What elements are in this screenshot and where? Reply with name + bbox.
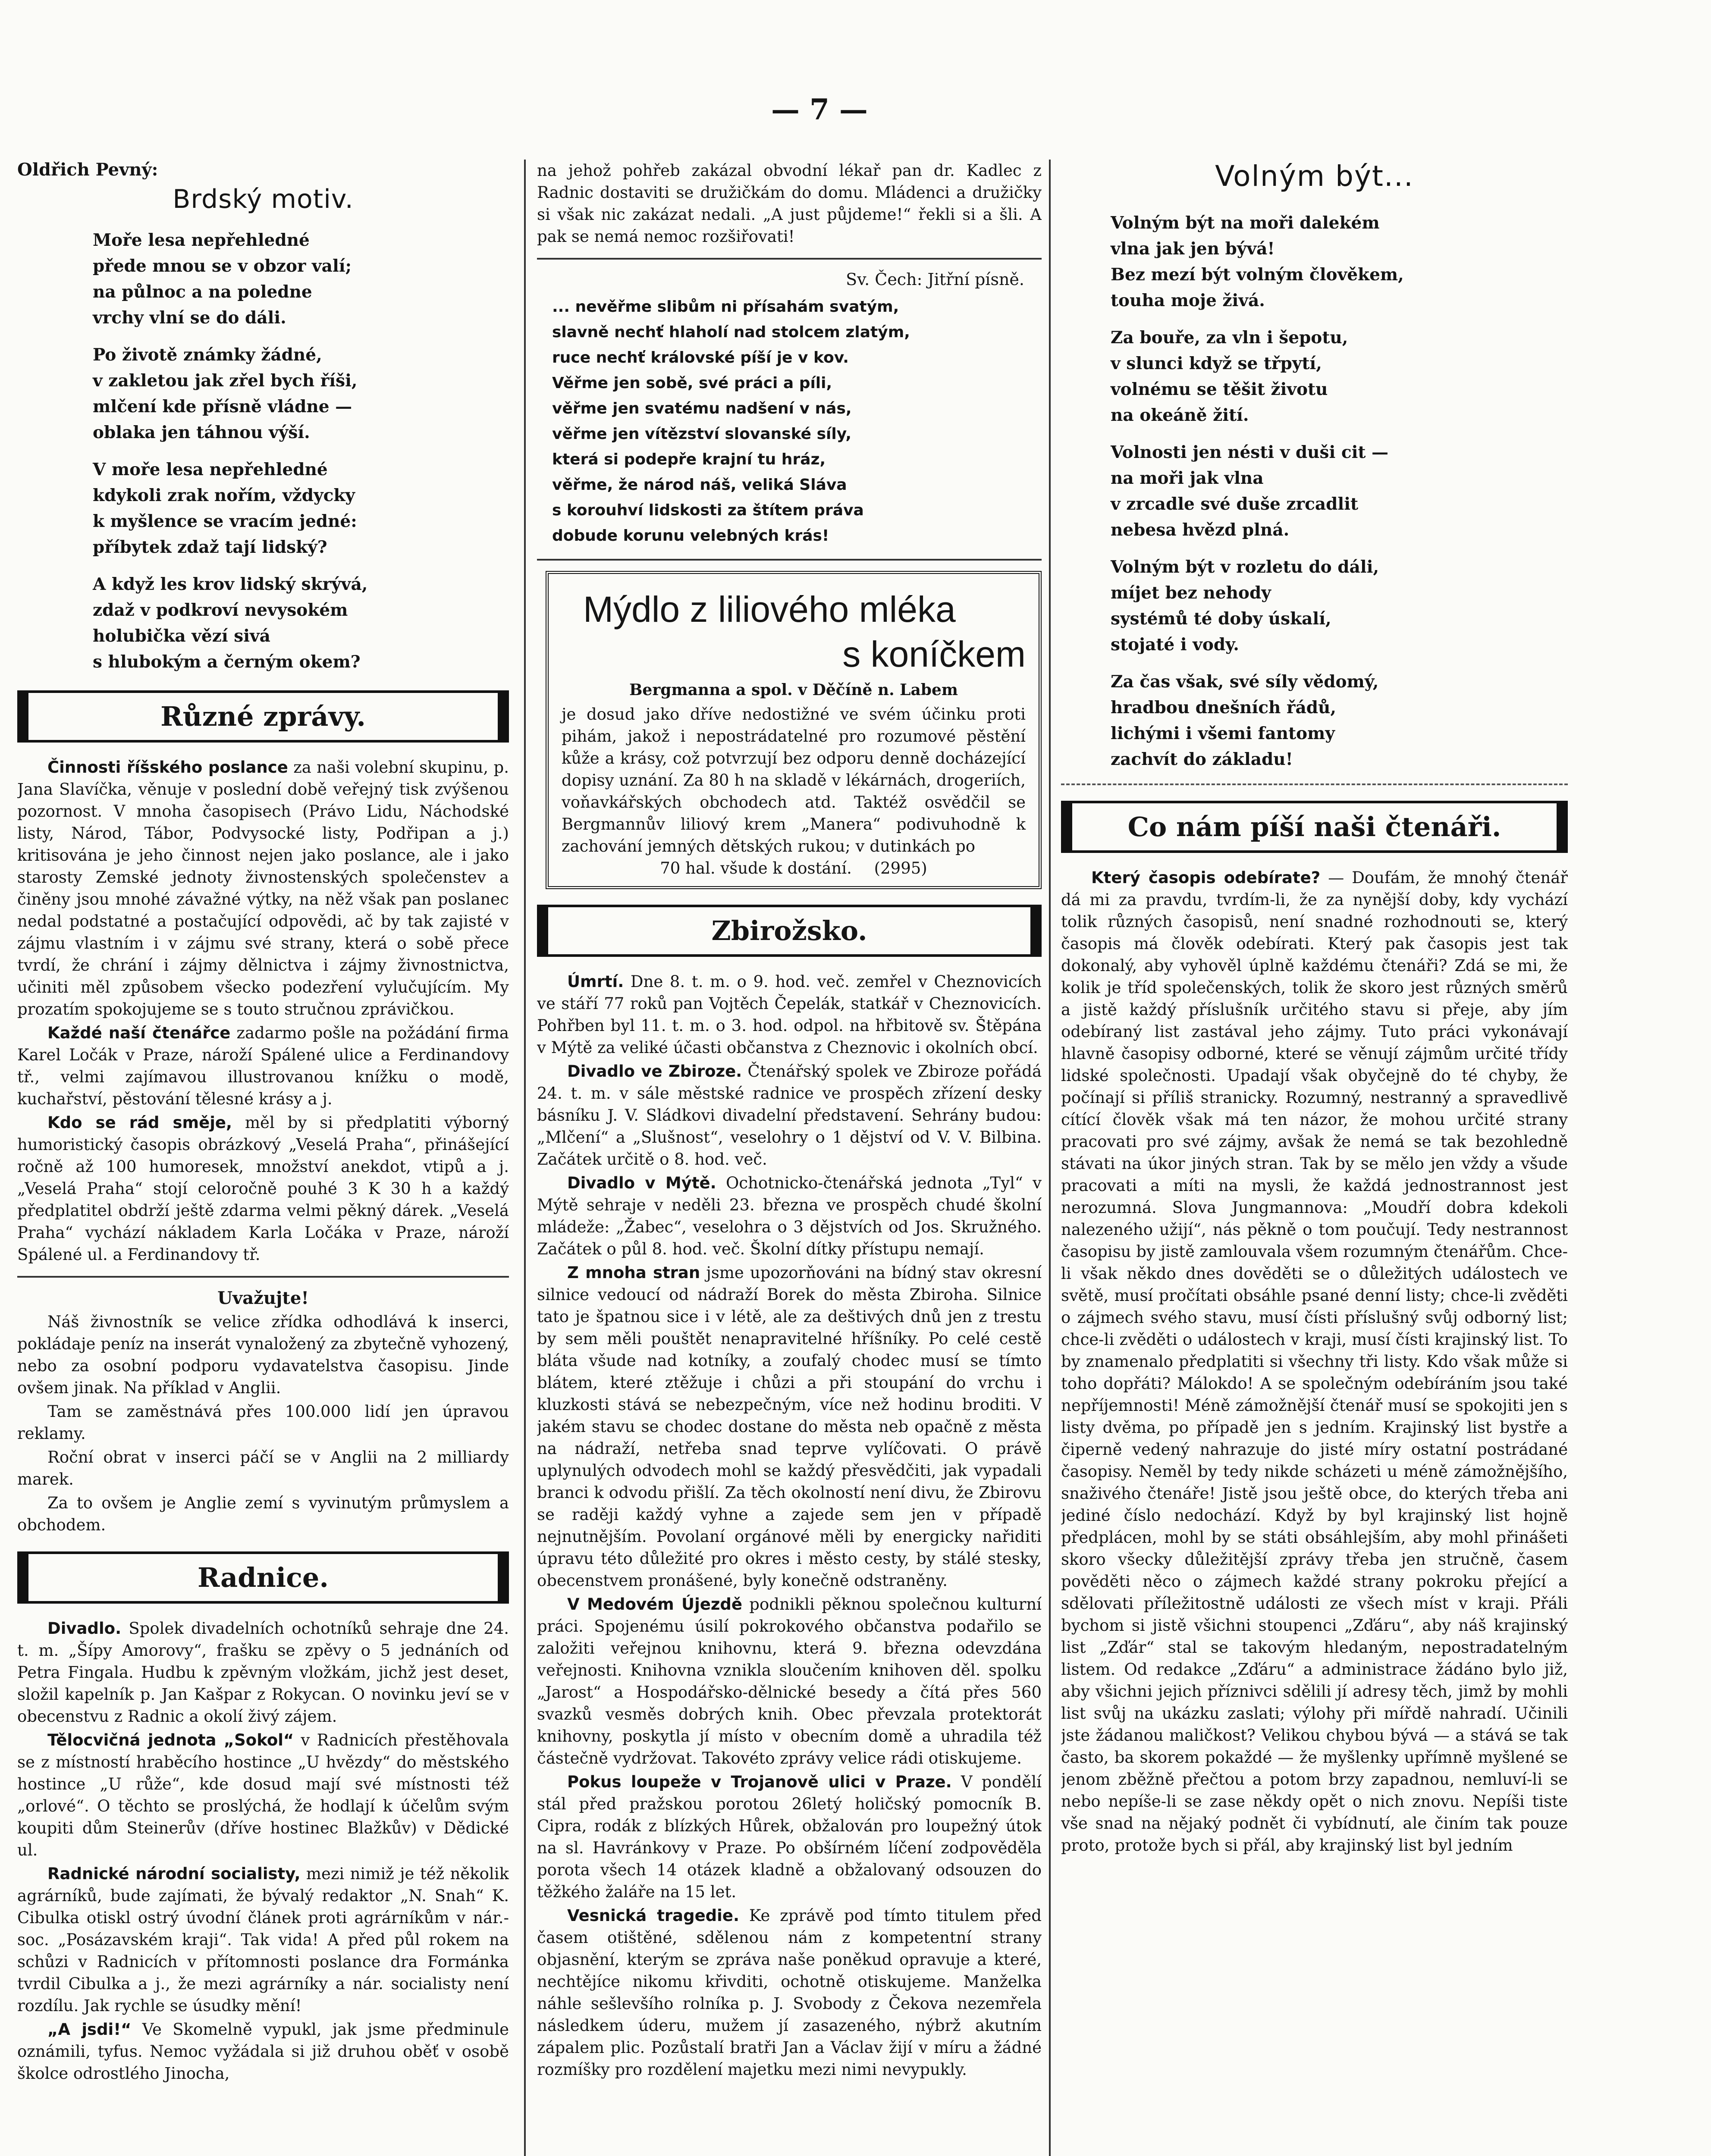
- verse-line: Volnosti jen nésti v duši cit —: [1111, 442, 1388, 462]
- news-item-text: za naši volební skupinu, p. Jana Slavíčka, věnuje v poslední době veřejný tisk zvýšenou pozornost. V mnoha časopisech (Právo Lidu, Náchodské listy, Národ, Tábor, Podvysocké listy, Podřipan a j.) kritisována je jeho činnost nejen jako poslance, ale i jako starosty Zemské jednoty živnostenských společenstev a činěny jsou mnohé závažné výtky, na něž však pan poslanec nedal podstatné a postačující odpovědi, ač by tak zajisté v zájmu vlastním i v zájmu své strany, která o sobě přece tvrdí, že chrání i zájmy dělnictva i zájmy živnostnictva, učiniti měl způsobem všecko podezření vylučujícím. My prozatím spokojujeme se s touto stručnou zprávičkou.: [17, 758, 509, 1018]
- column-divider: [1049, 160, 1051, 2156]
- verse-line: mlčení kde přísně vládne —: [93, 397, 352, 417]
- news-item-text: mezi nimiž je též několik agrárníků, bude zajímati, že bývalý redaktor „N. Snah“ K. Cibulka otiskl ostrý úvodní článek proti agrárníkům v nár.-soc. „Posázavském kraji“. Tak vida! A před půl rokem na schůzi v Radnicích v přítomnosti poslance dra Formánka tvrdil Cibulka a j., že mezi agrárníky a nár. socialisty není rozdílu. Jak rychle se úsudky mění!: [17, 1865, 509, 2015]
- separator: [17, 1276, 509, 1278]
- verse-line: kdykoli zrak nořím, vždycky: [93, 486, 355, 505]
- ad-title: [583, 587, 1026, 677]
- news-item-lead: Pokus loupeže v Trojanově ulici v Praze.: [567, 1773, 952, 1791]
- verse-line: oblaka jen táhnou výší.: [93, 423, 310, 442]
- news-item-lead: Každé naší čtenářce: [47, 1024, 231, 1042]
- ad-title-line: s koníčkem: [842, 634, 1026, 674]
- poem-body: [17, 227, 509, 675]
- verse-line: lichými i všemi fantomy: [1111, 724, 1335, 743]
- ad-price-line: [562, 859, 1026, 877]
- news-item: [537, 971, 1042, 1059]
- page-number: — 7 —: [771, 93, 868, 126]
- section-heading-ctenari: Co nám píší naši čtenáři.: [1061, 801, 1568, 853]
- column-left: [17, 160, 509, 2156]
- verse-line: příbytek zdaž tají lidský?: [93, 537, 327, 557]
- news-item-lead: Kdo se rád směje,: [47, 1113, 232, 1132]
- poem-body: [1061, 210, 1568, 772]
- news-item-text: měl by si předplatiti výborný humoristický časopis obrázkový „Veselá Praha“, přinášející ročně až 100 humoresek, množství anekdot, vtipů a j. „Veselá Praha“ stojí celoročně pouhé 3 K 30 h a každý předplatitel obdrží ještě zdarma velmi pěkný dárek. „Veselá Praha“ vychází nákladem Karla Ločáka v Praze, nároží Spálené ul. a Ferdinandovy tř.: [17, 1113, 509, 1264]
- verse-line: Volným být na moři dalekém: [1111, 213, 1380, 233]
- stanza: [93, 342, 509, 445]
- verse-line: Po životě známky žádné,: [93, 345, 322, 365]
- verse-line: Věřme jen sobě, své práci a píli,: [552, 374, 832, 392]
- news-item-lead: Tělocvičná jednota „Sokol“: [47, 1731, 294, 1749]
- verse-line: s korouhví lidskosti za štítem práva: [552, 501, 864, 519]
- verse-line: volnému se těšit životu: [1111, 379, 1328, 399]
- ad-firm: Bergmanna a spol. v Děčíně n. Labem: [629, 681, 958, 699]
- stanza: [93, 457, 509, 560]
- news-item: Tam se zaměstnává přes 100.000 lidí jen úpravou reklamy.: [17, 1402, 509, 1443]
- news-item-lead: Z mnoha stran: [567, 1263, 700, 1282]
- verse-line: vlna jak jen bývá!: [1111, 239, 1275, 259]
- stanza: [1111, 325, 1568, 428]
- verse-line: Za bouře, za vln i šepotu,: [1111, 328, 1348, 348]
- verse-line: nebesa hvězd plná.: [1111, 520, 1290, 540]
- verse-line: stojaté i vody.: [1111, 635, 1239, 655]
- news-item-lead: V Medovém Újezdě: [567, 1595, 742, 1614]
- news-item: [17, 1729, 509, 1861]
- news-item: [1061, 867, 1568, 1856]
- verse-line: v slunci když se třpytí,: [1111, 354, 1322, 373]
- news-item-text: v Radnicích přestěhovala se z místností hraběcího hostince „U hvězdy“ do městského hostince „U růže“, kde dosud mají své místnosti též „orlové“. O těchto se proslýchá, že hodlají k účelům svým koupiti dům Steinerův (dříve hostinec Blažkův) v Dědické ul.: [17, 1731, 509, 1859]
- verse-line: věřme jen svatému nadšení v nás,: [552, 400, 852, 417]
- article-title: Uvažujte!: [217, 1288, 309, 1308]
- verse-quote: [552, 294, 1033, 548]
- section-heading-radnice: Radnice.: [17, 1551, 509, 1604]
- soap-advertisement: [546, 571, 1042, 889]
- verse-line: V moře lesa nepřehledné: [93, 460, 328, 479]
- news-item-lead: Který časopis odebírate?: [1091, 868, 1321, 887]
- verse-line: dobude korunu velebných krás!: [552, 527, 829, 545]
- news-item-text: podnikli pěknou společnou kulturní práci. Spojenému úsilí pokrokového občanstva podařilo se založiti veřejnou knihovnu, která 9. března odevzdána veřejnosti. Knihovna vznikla sloučením knihoven děl. spolku „Jarost“ a Hospodářsko-dělnické besedy a čítá přes 560 svazků vesměs dobrých knih. Obec převzala protektorát knihovny, poskytla jí místo v obecním domě a uhradila též částečně vydržovat. Takovéto zprávy velice rádi otiskujeme.: [537, 1595, 1042, 1767]
- section-heading-ruzne-zpravy: Různé zprávy.: [17, 690, 509, 743]
- verse-line: Za čas však, své síly vědomý,: [1111, 672, 1379, 692]
- news-item: [537, 1771, 1042, 1903]
- poem-author: Oldřich Pevný:: [17, 160, 158, 180]
- column-right: [1061, 160, 1568, 2156]
- column-middle: [537, 160, 1042, 2156]
- news-item: [537, 1593, 1042, 1769]
- news-item-text: V pondělí stál před pražskou porotou 26letý holičský pomocník B. Cipra, rodák z blízkých Hůrek, obžalován pro loupežný útok na sl. Havránkovy v Praze. Po obšírném líčení zodpověděla porota všech 14 otázek kladně a obžalovaný odsouzen do těžkého žaláře na 15 let.: [537, 1773, 1042, 1901]
- verse-line: vrchy vlní se do dáli.: [93, 308, 286, 328]
- stanza: [93, 571, 509, 675]
- verse-line: s hlubokým a černým okem?: [93, 652, 361, 672]
- news-item-lead: Činnosti říšského poslance: [47, 758, 288, 777]
- news-item-lead: Divadlo.: [47, 1619, 122, 1638]
- news-item: Náš živnostník se velice zřídka odhodlává k inserci, pokládaje peníz na inserát vynaložený za zbytečně vyhozený, nebo za osobní podporu vydavatelstva časopisu. Jinde ovšem jinak. Na příklad v Anglii.: [17, 1313, 509, 1397]
- news-item: [17, 1617, 509, 1727]
- verse-line: na půlnoc a na poledne: [93, 282, 312, 302]
- news-item-text: Ochotnicko-čtenářská jednota „Tyl“ v Mýtě sehraje v neděli 23. března ve prospěch chudé školní mládeže: „Žabec“, veselohra o 3 dějstvích od Jos. Skružného. Začátek o půl 8. hod. več. Školní dítky přístupu nemají.: [537, 1174, 1042, 1258]
- news-item-text: zadarmo pošle na požádání firma Karel Ločák v Praze, nároží Spálené ulice a Ferdinandovy tř., velmi zajímavou illustrovanou knížku o modě, kuchařství, pěstování tělesné krásy a j.: [17, 1024, 509, 1108]
- news-item-lead: Radnické národní socialisty,: [47, 1865, 301, 1883]
- news-item-lead: Divadlo v Mýtě.: [567, 1174, 716, 1192]
- news-item: [17, 1022, 509, 1110]
- news-item: [537, 1905, 1042, 2081]
- verse-line: která si podepře krajní tu hráz,: [552, 451, 826, 468]
- news-item: Roční obrat v inserci páčí se v Anglii na 2 milliardy marek.: [17, 1448, 509, 1489]
- stanza: [1111, 210, 1568, 313]
- news-item: [17, 756, 509, 1020]
- news-item: [17, 1112, 509, 1266]
- ad-title-line: Mýdlo z liliového mléka: [583, 589, 956, 630]
- verse-line: systémů té doby úskalí,: [1111, 609, 1331, 629]
- stanza: [93, 227, 509, 331]
- verse-line: věřme, že národ náš, veliká Sláva: [552, 476, 847, 494]
- verse-line: hradbou dnešních řádů,: [1111, 698, 1336, 718]
- verse-line: zdaž v podkroví nevysokém: [93, 600, 348, 620]
- ad-number: (2995): [874, 859, 927, 877]
- section-heading-zbirozsko: Zbirožsko.: [537, 905, 1042, 957]
- separator: [537, 559, 1042, 561]
- verse-line: touha moje živá.: [1111, 291, 1265, 310]
- verse-line: na moři jak vlna: [1111, 468, 1264, 488]
- verse-line: k myšlence se vracím jedné:: [93, 511, 357, 531]
- news-item: [537, 1060, 1042, 1170]
- letters-list: [1061, 867, 1568, 1856]
- news-item: [17, 1863, 509, 2017]
- verse-line: Volným být v rozletu do dáli,: [1111, 557, 1379, 577]
- verse-line: věřme jen vítězství slovanské síly,: [552, 425, 852, 443]
- verse-line: ruce nechť královské píší je v kov.: [552, 349, 849, 367]
- verse-line: A když les krov lidský skrývá,: [93, 574, 368, 594]
- column-divider: [524, 160, 526, 2156]
- news-item-lead: „A jsdi!“: [47, 2020, 132, 2039]
- news-item-text: — Doufám, že mnohý čtenář dá mi za pravdu, tvrdím-li, že za nynější doby, kdy vychází tolik různých časopisů, není snadné rozhodnouti se, který časopis má člověk odebírati. Který pak časopis jest tak dokonalý, aby vyhověl úplně každému čtenáři? Zdá se mi, že kolik je tříd společenských, tolik že skoro jest různých směrů a jistě každý příslušník určitého stavu si přeje, aby jím odebíraný list zastával jeho zájmy. Tuto práci vykonávají hlavně časopisy odborné, které se věnují zájmům určité třídy lidské společnosti. Upadají však obyčejně do té chyby, že počínají si příliš stranicky. Rozumný, nestranný a spravedlivě cítící člověk však má ten názor, že mohou určité strany pracovati pro své zájmy, avšak že nemá se tak bezohledně stávati na úkor jiných stran. Tak by se mělo jen vždy a všude pracovati a míti na mysli, že každá jednostrannost jest nerozumná. Slova Jungmannova: „Moudří dobra kdekoli nalezeného užijí“, nás pěkně o tom poučují. Tedy nestrannost časopisu by jistě zamlouvala všem rozumným čtenářům. Chce-li však někdo dnes dověděti se o důležitých událostech ve světě, musí pročítati obsáhle psané denní listy; chce-li zvěděti o zájmech svého stavu, musí čísti příslušný svůj odborný list; chce-li zvěděti o událostech v kraji, musí čísti krajinský list. To by znamenalo předplatiti si všechny tři listy. Kdo však může si toho dopřáti? Málokdo! A se společným odebíráním jsou také nepříjemnosti! Méně zámožnější čtenář musí se spokojiti jen s listy dvěma, po případě jen s jedním. Krajinský list bystře a čiperně vedený nahrazuje do jisté míry ostatní postrádané časopisy. Neměl by tedy nikde scházeti u méně zámožnějšího, snaživého čtenáře! Jistě jsou ještě obce, do kterých třeba ani jediné číslo nedochází. Když by byl krajinský list hojně předplácen, mohl by se státi obsáhlejším, aby mohl přinášeti skoro všecky důležitější zprávy třeba jen stručně, časem pověděti něco o zájmech každé strany pokroku přející a sdělovati příležitostně události ze všech míst v kraji. Přáli bychom si jistě všichni stoupenci „Zďáru“, aby náš krajinský list „Zďár“ stal se takovým hledaným, nepostradatelným listem. Od redakce „Zďáru“ a administrace žádáno bylo již, aby všichni jejich příznivci sdělili jí adresy těch, jimž by mohli list svůj na ukázku zaslati; výlohy při mířdě nahradí. Učinili jste žádanou maličkost? Velikou chybou bývá — a stává se tak často, ba skorem pokaždé — že myšlenky upřímně myšlené se jenom zběžně přečtou a potom brzy zapadnou, nemluví-li se nebo nepíše-li se zase někdy opět o nich znovu. Nepíši tiste vše snad na nějaký podnět či vybídnutí, ale činím tak pouze proto, protože bych si přál, aby krajinský list byl jedním: [1061, 868, 1568, 1855]
- news-item-text: jsme upozorňováni na bídný stav okresní silnice vedoucí od nádraží Borek do města Zbiroha. Silnice tato je špatnou sice i v létě, ale za deštivých dnů jen z trestu by sem měli pouštět nenapravitelné hříšníky. Po celé cestě bláta všude nad kotníky, a zoufalý chodec musí se tímto blátem, které ztěžuje i chůzi a při stoupání do vrchu i kluzkosti stává se nebezpečným, více než hodinu broditi. V jakém stavu se chodec dostane do města neb opačně z města na nádraží, netřeba snad teprve vylíčovati. O právě uplynulých odvodech mohl se každý přesvědčiti, jak vypadali branci k odvodu přišlí. Za těch okolností není divu, že Zbirovu se raději každý vyhne a zajede sem jen v případě nejnutnějším. Povolaní orgánové měli by energicky nařiditi úpravu této důležité pro okres i město cesty, by stálé stesky, obecenstvem pronášené, byly konečně odstraněny.: [537, 1263, 1042, 1590]
- news-item-text: Ve Skomelně vypukl, jak jsme předminule oznámili, tyfus. Nemoc vyžádala si již druhou oběť v osobě školce odrostlého Jinocha,: [17, 2020, 509, 2083]
- news-item: [537, 1262, 1042, 1592]
- verse-line: v zrcadle své duše zrcadlit: [1111, 494, 1359, 514]
- verse-line: přede mnou se v obzor valí;: [93, 256, 352, 276]
- news-item-lead: Úmrtí.: [567, 972, 624, 991]
- separator: [1061, 783, 1568, 785]
- verse-line: v zakletou jak zřel bych říši,: [93, 371, 358, 391]
- news-item-text: Čtenářský spolek ve Zbiroze pořádá 24. t. m. v sále městské radnice ve prospěch zřízení desky básníku J. V. Sládkovi divadelní představení. Sehrány budou: „Mlčení“ a „Slušnost“, veselohry o 1 dějství od V. V. Bilbina. Začátek určitě o 8. hod. več.: [537, 1062, 1042, 1169]
- news-item: [537, 1172, 1042, 1260]
- separator: [537, 258, 1042, 260]
- ad-text: je dosud jako dříve nedostižné ve svém účinku proti pihám, jakož i nepostrádatelné pro rozumové pěstění kůže a krásy, což potvrzují bez odporu denně docházející dopisy uznání. Za 80 h na skladě v lékárnách, drogeriích, voňavkářských obchodech atd. Taktéž osvědčil se Bergmannův liliový krem „Manera“ podivuhodně k zachování jemných dětských rukou; v dutinkách po: [562, 705, 1026, 856]
- news-list: [17, 756, 509, 1266]
- news-item-text: Ke zprávě pod tímto titulem před časem otištěné, sdělenou nám z kompetentní strany objasnění, kterým se zpráva naše poněkud opravuje a které, nechtějíce nikomu křivditi, ochotně otiskujeme. Manželka náhle sešlevšího rolníka p. J. Svobody z Čekova nezemřela následkem úderu, mužem jí zasazeného, nýbrž akutním zápalem plic. Pozůstalí bratři Jan a Václav žijí v míru a žádné rozmíšky pro rozdělení majetku mezi nimi nevypukly.: [537, 1906, 1042, 2079]
- verse-line: holubička vězí sivá: [93, 626, 270, 646]
- stanza: [1111, 439, 1568, 543]
- article-continuation: na jehož pohřeb zakázal obvodní lékař pan dr. Kadlec z Radnic dostaviti se družičkám do domu. Mládenci a družičky si však nic zakázat nedali. „A just půjdeme!“ řekli si a šli. A pak se nemá nemoc rozšiřovati!: [537, 161, 1042, 246]
- verse-line: Bez mezí být volným člověkem,: [1111, 265, 1404, 285]
- poem-title: Brdský motiv.: [173, 184, 354, 214]
- verse-line: zachvít do základu!: [1111, 749, 1293, 769]
- verse-line: slavně nechť hlaholí nad stolcem zlatým,: [552, 323, 910, 341]
- verse-line: Moře lesa nepřehledné: [93, 230, 310, 250]
- news-item-text: Dne 8. t. m. o 9. hod. več. zemřel v Cheznovicích ve stáří 77 roků pan Vojtěch Čepelák, statkář v Cheznovicích. Pohřben byl 11. t. m. o 3. hod. odpol. na hřbitově sv. Štěpána v Mýtě za veliké účasti občanstva z Cheznovic i okolních obcí.: [537, 972, 1042, 1057]
- stanza: [1111, 554, 1568, 658]
- verse-line: na okeáně žití.: [1111, 405, 1249, 425]
- news-item-lead: Vesnická tragedie.: [567, 1906, 740, 1925]
- verse-line: ... nevěřme slibům ni přísahám svatým,: [552, 298, 899, 316]
- news-item-text: Spolek divadelních ochotníků sehraje dne 24. t. m. „Šípy Amorovy“, frašku se zpěvy o 5 jednáních od Petra Fingala. Hudbu k zpěvným vložkám, jichž jest deset, složil kapelník p. Jan Kašpar z Rokycan. O novinku jeví se v obecenstvu z Radnic a okolí živý zájem.: [17, 1619, 509, 1726]
- news-list: [17, 1617, 509, 2084]
- poem-title: Volným být...: [1215, 160, 1414, 193]
- verse-attribution: Sv. Čech: Jitřní písně.: [846, 270, 1024, 289]
- news-list: [537, 971, 1042, 2081]
- news-item: Za to ovšem je Anglie zemí s vyvinutým průmyslem a obchodem.: [17, 1494, 509, 1534]
- article-body: [17, 1311, 509, 1536]
- stanza: [1111, 669, 1568, 772]
- news-item: [17, 2018, 509, 2084]
- verse-line: míjet bez nehody: [1111, 583, 1271, 603]
- news-item-lead: Divadlo ve Zbiroze.: [567, 1062, 742, 1081]
- ad-price: 70 hal. všude k dostání.: [660, 859, 852, 877]
